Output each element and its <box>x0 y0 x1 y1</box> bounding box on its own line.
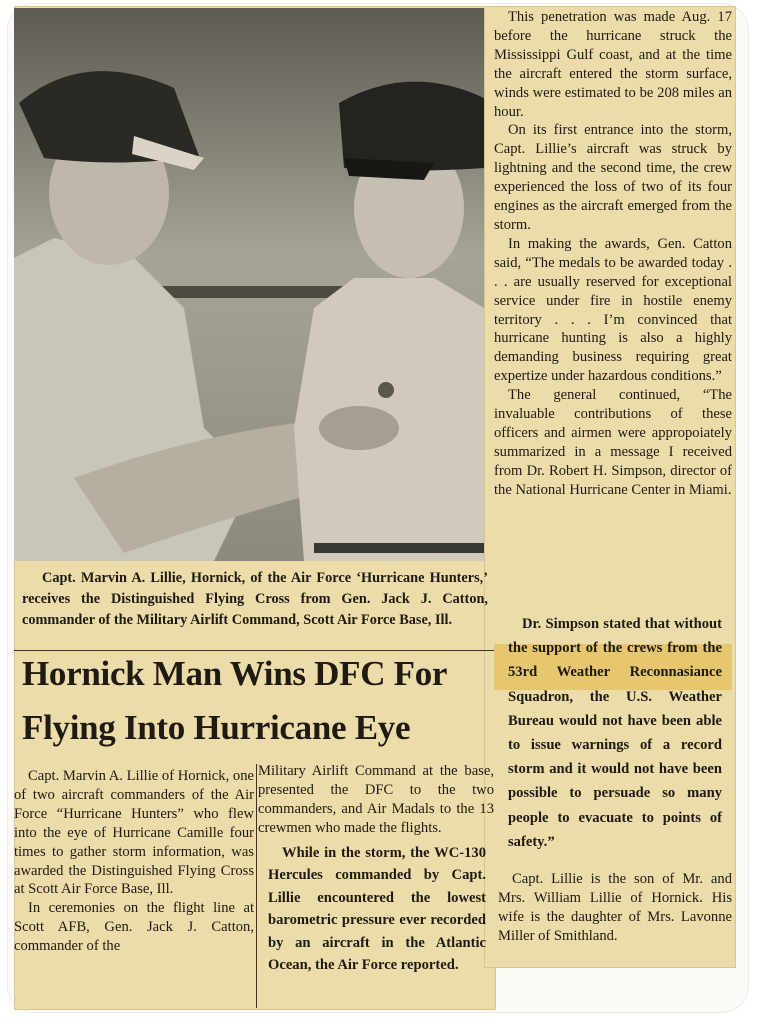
column-divider <box>256 764 257 1008</box>
col3-final-paragraph: Capt. Lillie is the son of Mr. and Mrs. William Lillie of Hornick. His wife is the daughter of Mrs. Lavonne Miller of Smithland. <box>498 871 732 944</box>
col3-paragraph-3: In making the awards, Gen. Catton said, “The medals to be awarded today . . . are usually reserved for exceptional service under fire in hostile enemy territory . . . I’m convinced that hurricane hunting is also a highly demanding business requiring great expertize under hazardous conditions.” <box>494 235 732 385</box>
col3-bold-paragraph: Dr. Simpson stated that without the support of the crews from the 53rd Weather Reconnasiance Squadron, the U.S. Weather Bureau would not have been able to issue warnings of a record storm and it would not have been possible to persuade so many people to evacuate to points of safety.” <box>508 616 722 850</box>
photo-medal-ceremony <box>14 8 484 561</box>
article-column-3-bold <box>508 612 722 854</box>
col2-paragraph-2: While in the storm, the WC-130 Hercules commanded by Capt. Lillie encountered the lowest barometric pressure ever recorded by an aircraft in the Atlantic Ocean, the Air Force reported. <box>268 844 486 974</box>
article-column-3-top <box>494 8 732 500</box>
headline-line-1: Hornick Man Wins DFC For <box>22 654 448 693</box>
article-column-2 <box>258 762 494 977</box>
headline-rule-top <box>14 650 494 651</box>
col1-paragraph-2: In ceremonies on the flight line at Scott AFB, Gen. Jack J. Catton, commander of the <box>14 900 254 955</box>
col3-paragraph-2: On its first entrance into the storm, Capt. Lillie’s aircraft was struck by lightning and the second time, the crew experienced the loss of two of its four engines as the aircraft emerged from the storm. <box>494 122 732 233</box>
col3-paragraph-1: This penetration was made Aug. 17 before the hurricane struck the Mississippi Gulf coast, and at the time the aircraft entered the storm surface, winds were estimated to be 208 miles an hour. <box>494 9 732 120</box>
article-column-1 <box>14 767 254 956</box>
col1-paragraph-1: Capt. Marvin A. Lillie of Hornick, one of two aircraft commanders of the Air Force “Hurricane Hunters” who flew into the eye of Hurricane Camille four times to gather storm information, was awarded the Distinguished Flying Cross at Scott Air Force Base, Ill. <box>14 768 254 898</box>
col3-paragraph-4: The general continued, “The invaluable contributions of these officers and airmen were appropoiately summarized in a message I received from Dr. Robert H. Simpson, director of the National Hurricane Center in Miami. <box>494 387 732 498</box>
col2-paragraph-1: Military Airlift Command at the base, presented the DFC to the two commanders, and Air Madals to the 13 crewmen who made the flights. <box>258 763 494 836</box>
article-column-3-bottom <box>498 870 732 946</box>
photo-caption: Capt. Marvin A. Lillie, Hornick, of the Air Force ‘Hurricane Hunters,’ receives the Distinguished Flying Cross from Gen. Jack J. Catton, commander of the Military Airlift Command, Scott Air Force Base, Ill. <box>22 570 488 628</box>
headline-line-2: Flying Into Hurricane Eye <box>22 708 411 747</box>
